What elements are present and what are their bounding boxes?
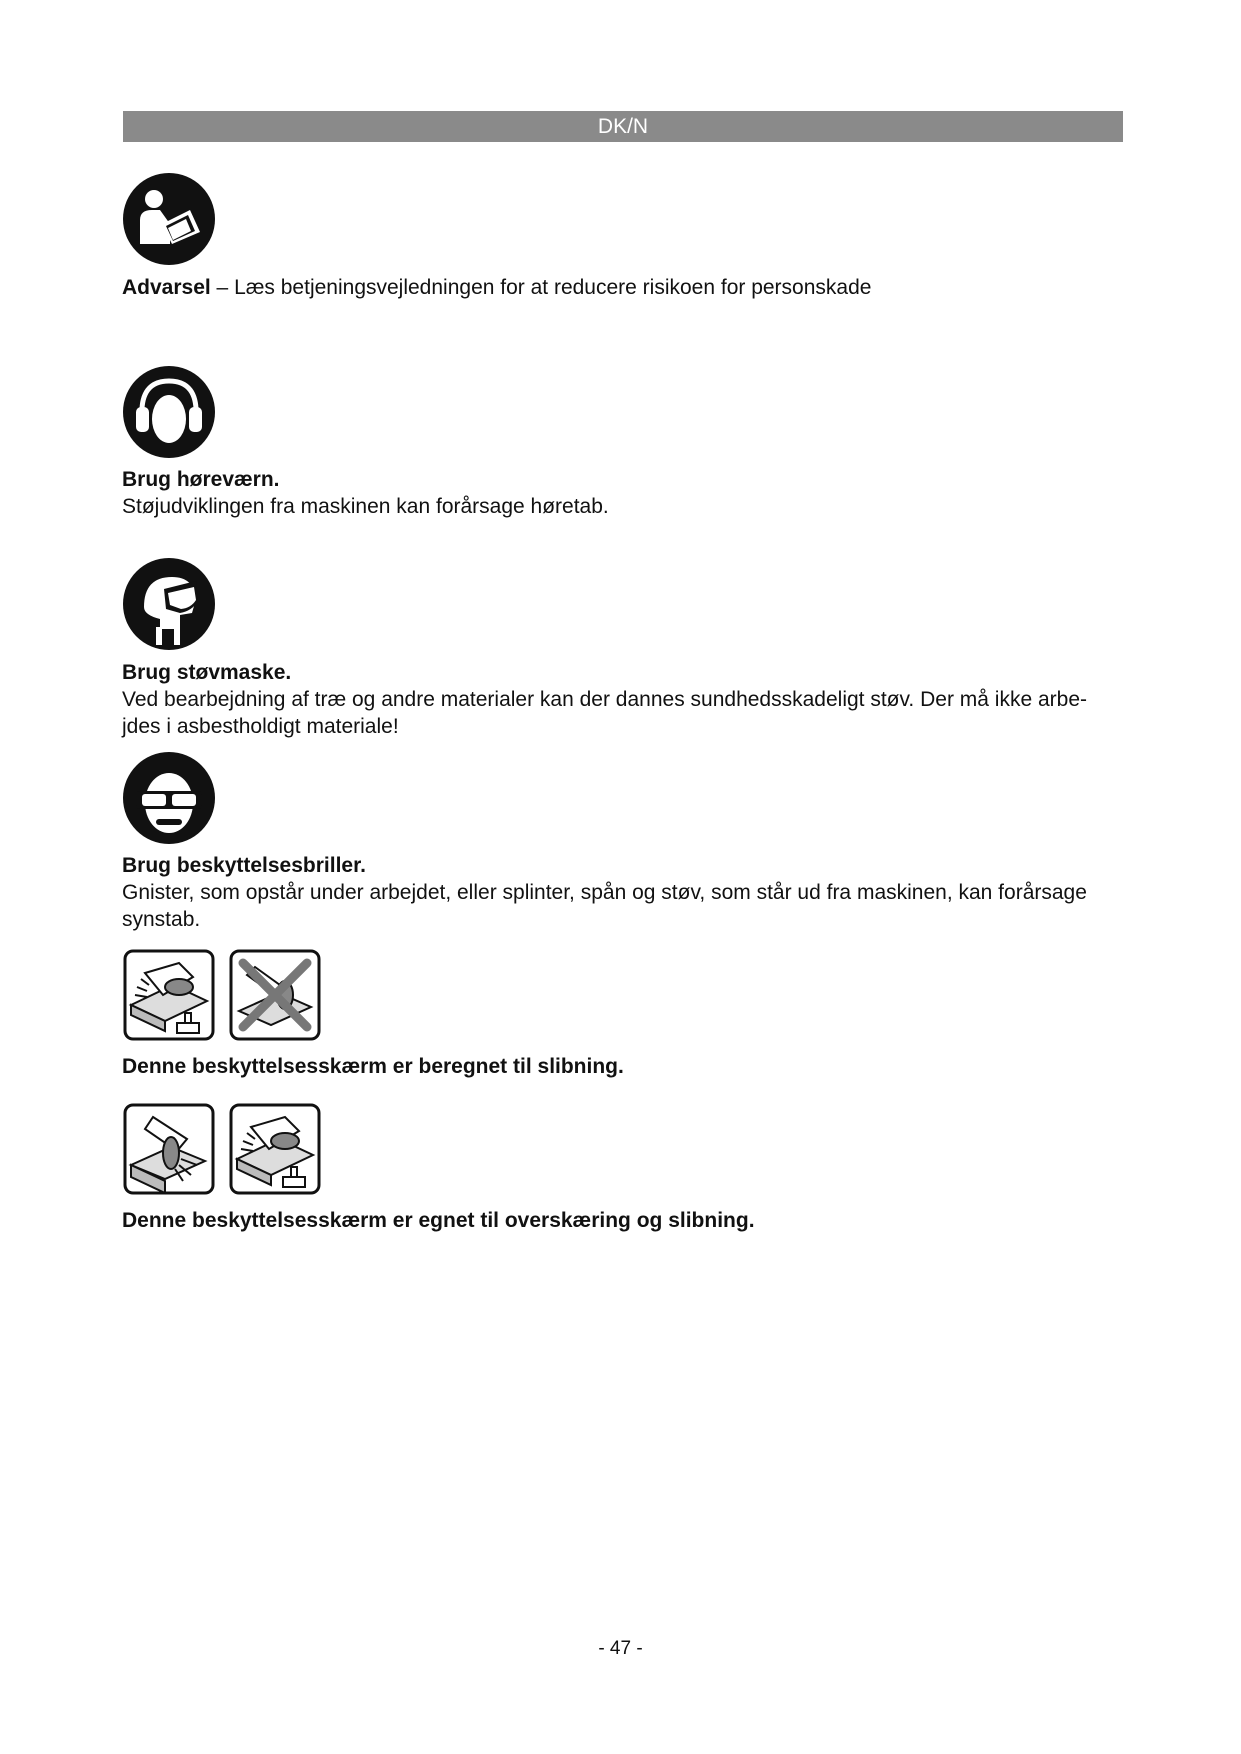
cutting-allowed-icon (123, 1103, 215, 1195)
eyes-title: Brug beskyttelsesbriller. (122, 854, 366, 877)
safety-goggles-icon (122, 751, 216, 845)
grinding-allowed-icon (123, 949, 215, 1041)
guard-cutting-title: Denne beskyttelsesskærm er egnet til overskæring og slibning. (122, 1209, 755, 1232)
cutting-not-allowed-icon (229, 949, 321, 1041)
grinding-allowed-icon (229, 1103, 321, 1195)
manual-warning-text: – Læs betjeningsvejledningen for at reducere risikoen for personskade (210, 276, 872, 299)
dust-text-line1: Ved bearbejdning af træ og andre materialer kan der dannes sundhedsskadeligt støv. Der må ikke arbe- (122, 688, 1087, 711)
dust-mask-icon (122, 557, 216, 651)
hearing-text: Støjudviklingen fra maskinen kan forårsage høretab. (122, 495, 609, 518)
language-header: DK/N (123, 111, 1123, 142)
guard-grinding-title: Denne beskyttelsesskærm er beregnet til slibning. (122, 1055, 624, 1078)
hearing-title: Brug høreværn. (122, 468, 280, 491)
dust-title: Brug støvmaske. (122, 661, 292, 684)
page-number: - 47 - (598, 1638, 643, 1659)
manual-warning-line (122, 274, 1132, 302)
eyes-text-line2: synstab. (122, 908, 201, 931)
ear-protection-icon (122, 365, 216, 459)
eyes-text-line1: Gnister, som opstår under arbejdet, eller splinter, spån og støv, som står ud fra maskinen, kan forårsage (122, 881, 1087, 904)
manual-warning-title: Advarsel (122, 276, 211, 299)
dust-text-line2: jdes i asbestholdigt materiale! (122, 715, 399, 738)
read-manual-icon (122, 172, 216, 266)
